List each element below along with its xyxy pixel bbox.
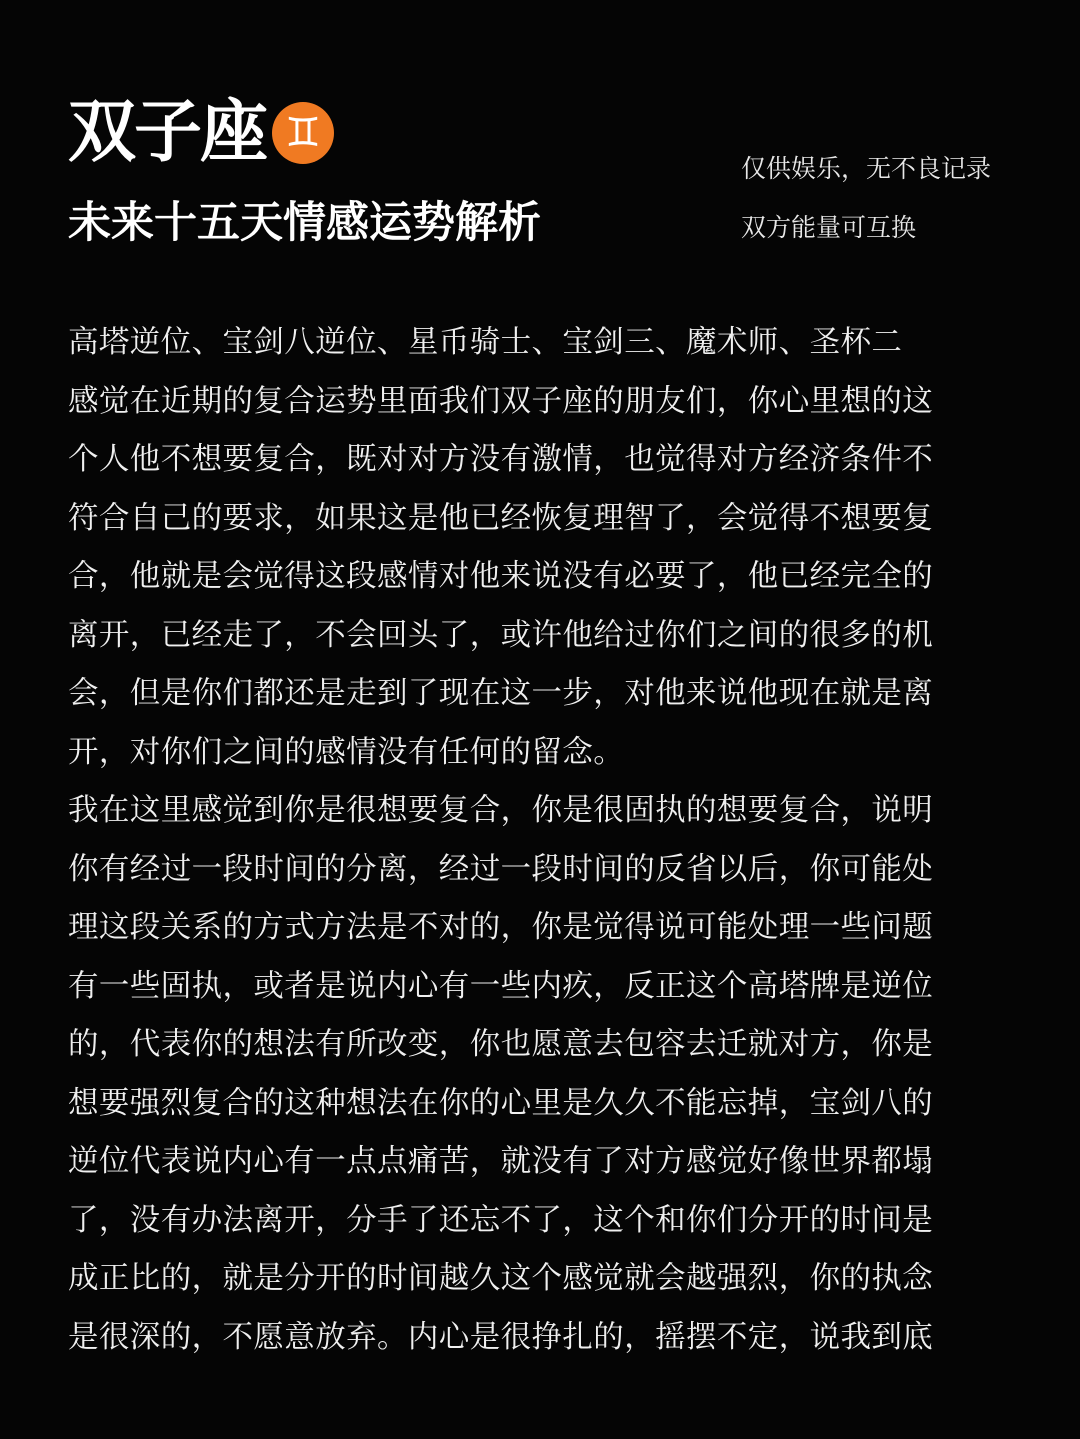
gemini-zodiac-icon <box>272 102 334 164</box>
page-subtitle: 未来十五天情感运势解析 <box>68 198 541 248</box>
text-line: 你有经过一段时间的分离，经过一段时间的反省以后，你可能处 <box>68 851 934 887</box>
text-line: 想要强烈复合的这种想法在你的心里是久久不能忘掉，宝剑八的 <box>68 1085 934 1121</box>
text-line: 会，但是你们都还是走到了现在这一步，对他来说他现在就是离 <box>68 676 934 711</box>
text-line: 了，没有办法离开，分手了还忘不了，这个和你们分开的时间是 <box>68 1202 934 1238</box>
gemini-symbol: ♊ <box>285 110 321 156</box>
reading-body <box>68 314 1012 1367</box>
text-line: 开，对你们之间的感情没有任何的留念。 <box>68 734 625 770</box>
text-line: 成正比的，就是分开的时间越久这个感觉就会越强烈，你的执念 <box>68 1261 934 1296</box>
text-line: 离开，已经走了，不会回头了，或许他给过你们之间的很多的机 <box>68 617 934 653</box>
text-line: 的，代表你的想法有所改变，你也愿意去包容去迁就对方，你是 <box>68 1027 934 1062</box>
text-line: 逆位代表说内心有一点点痛苦，就没有了对方感觉好像世界都塌 <box>68 1144 934 1179</box>
text-line: 符合自己的要求，如果这是他已经恢复理智了，会觉得不想要复 <box>68 500 934 536</box>
text-line: 高塔逆位、宝剑八逆位、星币骑士、宝剑三、魔术师、圣杯二 <box>68 325 903 360</box>
disclaimer-line-2: 双方能量可互换 <box>741 213 917 242</box>
text-line: 个人他不想要复合，既对对方没有激情，也觉得对方经济条件不 <box>68 442 934 477</box>
text-line: 感觉在近期的复合运势里面我们双子座的朋友们，你心里想的这 <box>68 383 934 419</box>
text-line: 是很深的，不愿意放弃。内心是很挣扎的，摇摆不定，说我到底 <box>68 1319 934 1355</box>
text-line: 我在这里感觉到你是很想要复合，你是很固执的想要复合，说明 <box>68 793 934 828</box>
text-line: 有一些固执，或者是说内心有一些内疚，反正这个高塔牌是逆位 <box>68 968 934 1004</box>
text-line: 理这段关系的方式方法是不对的，你是觉得说可能处理一些问题 <box>68 910 934 945</box>
title-row <box>68 92 334 174</box>
disclaimer-line-1: 仅供娱乐，无不良记录 <box>741 154 992 183</box>
text-line: 合，他就是会觉得这段感情对他来说没有必要了，他已经完全的 <box>68 559 934 594</box>
page-title: 双子座 <box>68 93 267 172</box>
